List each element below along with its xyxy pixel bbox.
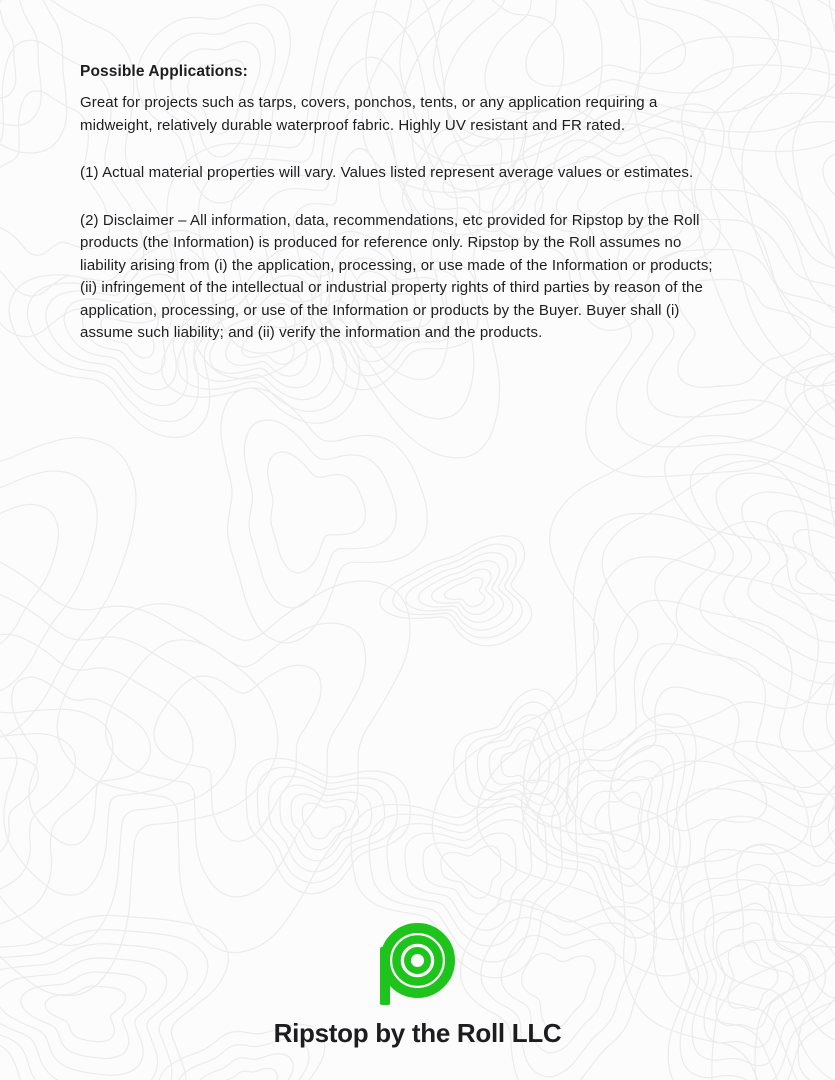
paragraph-applications: [80, 92, 775, 137]
text-line: products (the Information) is produced for reference only. Ripstop by the Roll assumes no: [80, 234, 682, 251]
paragraph-disclaimer: [80, 210, 775, 345]
section-heading: Possible Applications:: [80, 63, 248, 80]
text-line: (ii) infringement of the intellectual or industrial property rights of third parties by reason of the: [80, 279, 703, 296]
text-line: midweight, relatively durable waterproof fabric. Highly UV resistant and FR rated.: [80, 116, 626, 134]
company-name: Ripstop by the Roll LLC: [273, 1018, 562, 1048]
paragraph-note-1: [80, 162, 775, 185]
text-line: (1) Actual material properties will vary. Values listed represent average values or estimates.: [80, 164, 694, 181]
text-line: Great for projects such as tarps, covers, ponchos, tents, or any application requiring a: [80, 94, 658, 111]
text-line: application, processing, or use of the Information or products by the Buyer. Buyer shall (i): [80, 301, 680, 319]
text-line: liability arising from (i) the application, processing, or use made of the Information or products;: [80, 256, 713, 274]
ripstop-spiral-p-logo-icon: [380, 923, 455, 1005]
footer: [0, 923, 835, 1048]
text-line: assume such liability; and (ii) verify the information and the products.: [80, 324, 543, 341]
content-area: [0, 0, 835, 370]
text-line: (2) Disclaimer – All information, data, recommendations, etc provided for Ripstop by the Roll: [80, 211, 700, 229]
